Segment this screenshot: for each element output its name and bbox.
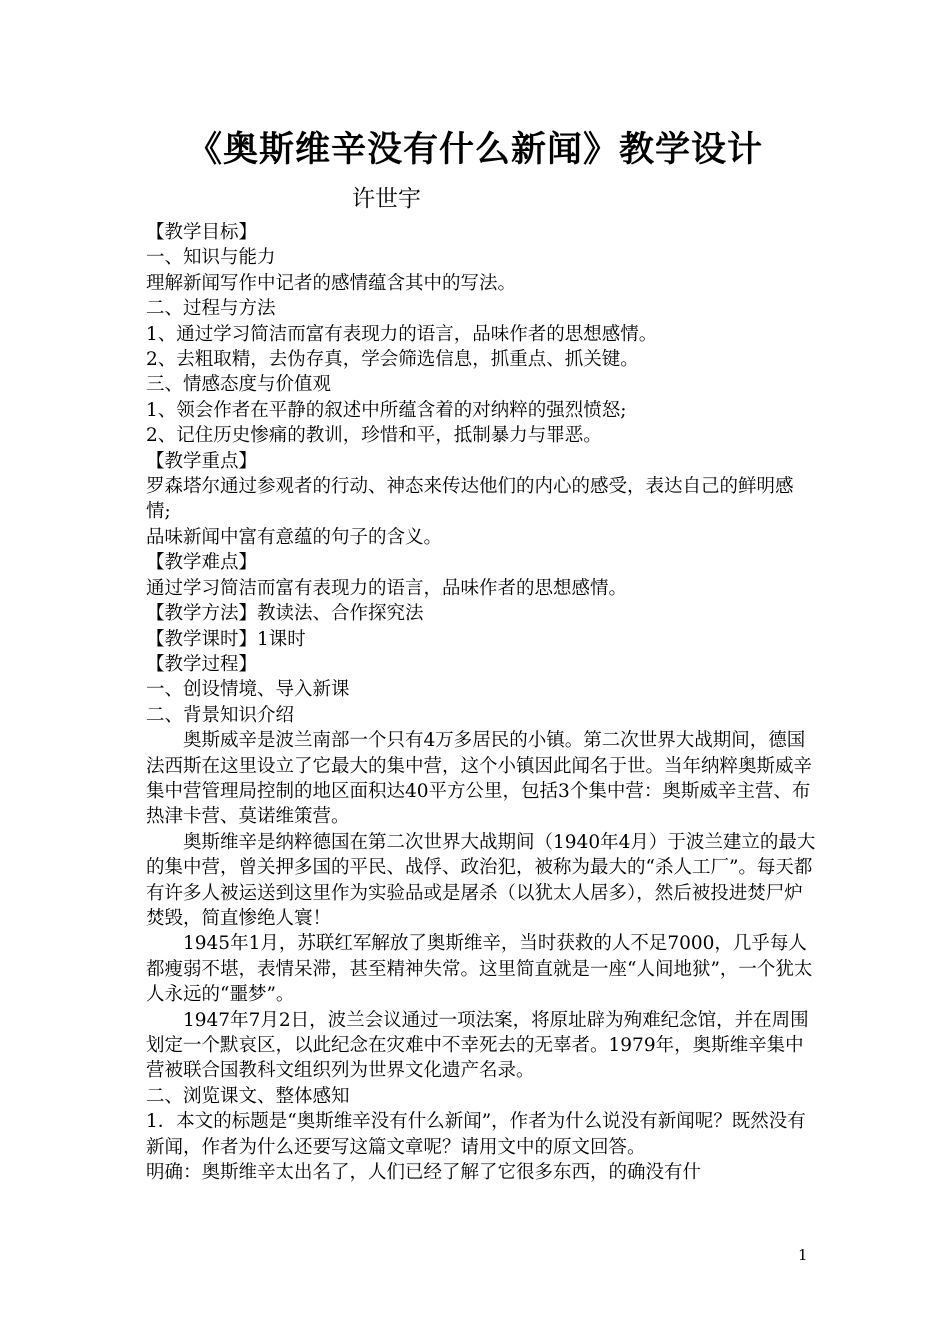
document-body xyxy=(146,220,816,1185)
paragraph: 【教学课时】1课时 xyxy=(146,628,306,650)
page-number: 1 xyxy=(798,1246,808,1264)
paragraph: 【教学过程】 xyxy=(146,653,258,675)
paragraph: 2、记住历史惨痛的教训，珍惜和平，抵制暴力与罪恶。 xyxy=(146,425,602,447)
paragraph: 理解新闻写作中记者的感情蕴含其中的写法。 xyxy=(146,272,517,294)
paragraph: 1、通过学习简洁而富有表现力的语言，品味作者的思想感情。 xyxy=(146,323,658,345)
paragraph: 二、过程与方法 xyxy=(146,298,276,320)
paragraph: 一、知识与能力 xyxy=(146,247,276,269)
paragraph: 【教学目标】 xyxy=(146,222,258,243)
paragraph: 2、去粗取精，去伪存真，学会筛选信息，抓重点、抓关键。 xyxy=(146,349,639,371)
paragraph: 奥斯威辛是波兰南部一个只有4万多居民的小镇。第二次世界大战期间，德国法西斯在这里设立了它最大的集中营，这个小镇因此闻名于世。当年纳粹奥斯威辛集中营管理局控制的地区面积达40平方公里，包括3个集中营：奥斯威辛主营、布热津卡营、莫诺维策营。 xyxy=(146,730,813,828)
paragraph: 1945年1月，苏联红军解放了奥斯维辛，当时获救的人不足7000，几乎每人都瘦弱不堪，表情呆滞，甚至精神失常。这里简直就是一座“人间地狱”，一个犹太人永远的“噩梦”。 xyxy=(146,933,813,1006)
paragraph: 罗森塔尔通过参观者的行动、神态来传达他们的内心的感受，表达自己的鲜明感情; xyxy=(146,476,794,523)
paragraph: 三、情感态度与价值观 xyxy=(146,374,332,396)
paragraph: 明确：奥斯维辛太出名了，人们已经了解了它很多东西，的确没有什 xyxy=(146,1162,702,1184)
author-name: 许世宇 xyxy=(352,186,421,212)
paragraph: 一、创设情境、导入新课 xyxy=(146,679,350,701)
paragraph: 二、浏览课文、整体感知 xyxy=(146,1085,350,1107)
paragraph: 奥斯维辛是纳粹德国在第二次世界大战期间（1940年4月）于波兰建立的最大的集中营，曾关押多国的平民、战俘、政治犯，被称为最大的“杀人工厂”。每天都有许多人被运送到这里作为实验品或是屠杀（以犹太人居多），然后被投进焚尸炉焚毁，简直惨绝人寰！ xyxy=(146,831,816,929)
paragraph: 【教学难点】 xyxy=(146,552,258,574)
document-title: 《奥斯维辛没有什么新闻》教学设计 xyxy=(186,129,763,170)
paragraph: 【教学方法】教读法、合作探究法 xyxy=(146,603,424,625)
paragraph: 品味新闻中富有意蕴的句子的含义。 xyxy=(146,526,443,548)
paragraph: 1．本文的标题是“奥斯维辛没有什么新闻”，作者为什么说没有新闻呢？既然没有新闻，作者为什么还要写这篇文章呢？请用文中的原文回答。 xyxy=(146,1111,806,1158)
paragraph: 通过学习简洁而富有表现力的语言，品味作者的思想感情。 xyxy=(146,577,628,599)
paragraph: 1、领会作者在平静的叙述中所蕴含着的对纳粹的强烈愤怒; xyxy=(146,399,627,421)
paragraph: 1947年7月2日，波兰会议通过一项法案，将原址辟为殉难纪念馆，并在周围划定一个默哀区，以此纪念在灾难中不幸死去的无辜者。1979年，奥斯维辛集中营被联合国教科文组织列为世界文化遗产名录。 xyxy=(146,1009,809,1082)
paragraph: 【教学重点】 xyxy=(146,450,258,472)
paragraph: 二、背景知识介绍 xyxy=(146,704,295,726)
